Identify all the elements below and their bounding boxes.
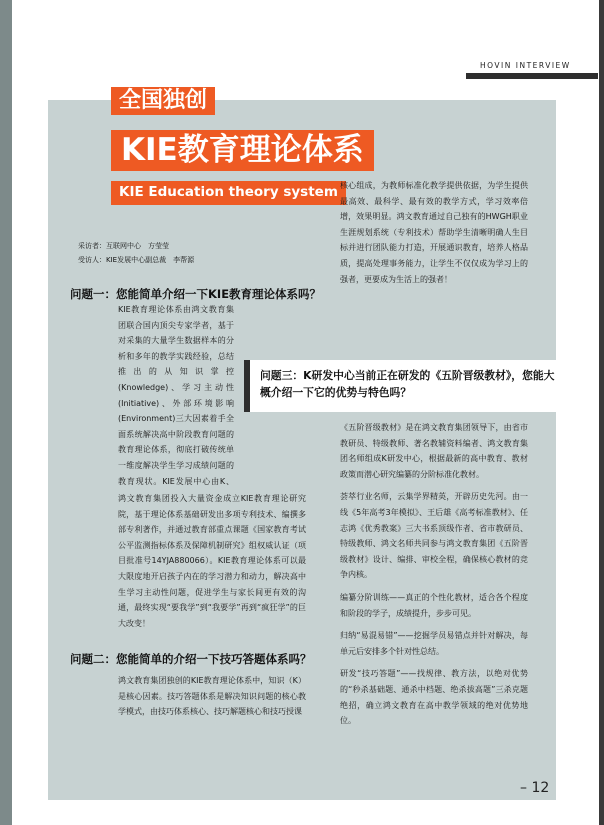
question-3-callout (244, 360, 564, 412)
question-2-heading: 问题二：您能简单的介绍一下技巧答题体系吗？ (70, 652, 312, 666)
left-edge-strip (0, 0, 12, 825)
answer-3-paragraph-2: 荟萃行业名师，云集学界精英，开辟历史先河。由一线《5年高考3年模拟》、王后雄《高考标准教材》、任志鸿《优秀教案》三大书系顶级作者、省市教研员、特级教师、鸿文名师共同参与鸿文教育集团《五阶晋级教材》设计、编排、审校全程，确保核心教材的竞争内核。 (340, 492, 528, 580)
answer-3-paragraph-4: 归纳“易混易错”——挖掘学员易错点并针对解决，每单元后安排多个针对性总结。 (340, 631, 528, 656)
title-line-2: KIE教育理论体系 (111, 130, 374, 171)
right-edge-strip (599, 0, 604, 825)
answer-3-paragraph-1: 《五阶晋级教材》是在鸿文教育集团领导下，由省市教研员、特级教师、著名教辅资料编者、鸿文教育集团名师组成K研发中心，根据最新的高中教育、教材政策而潜心研究编纂的分阶标准化教材。 (340, 423, 528, 479)
question-3-heading: 问题三：K研发中心当前正在研发的《五阶晋级教材》，您能大概介绍一下它的优势与特色吗？ (260, 369, 555, 399)
answer-2-paragraph-1: 鸿文教育集团独创的KIE教育理论体系中，知识（K）是核心因素。技巧答题体系是解决知识问题的核心教学模式，由技巧体系核心、技巧解题核心和技巧授课 (118, 676, 306, 717)
question-1-heading: 问题一：您能简单介绍一下KIE教育理论体系吗？ (70, 287, 322, 301)
answer-3-body (340, 420, 528, 800)
answer-1-paragraph-1: KIE教育理论体系由鸿文教育集团联合国内顶尖专家学者，基于对采集的大量学生数据样本的分析和多年的教学实践经验，总结推出的从知识掌控(Knowledge)、学习主动性(Initiative)、外部环境影响(Environment)三大因素着手全面系统解决高中阶段教育问题的教育理论体系，彻底打破传统单一维度解决学生学习成绩问题的教育现状。KIE发展中心由K、 (118, 305, 234, 486)
title-english: KIE Education theory system (111, 181, 346, 205)
title-line-1: 全国独创 (111, 87, 215, 115)
answer-2-continued (340, 178, 528, 286)
answer-1-paragraph-2: 鸿文教育集团投入大量资金成立KIE教育理论研究院，基于理论体系基础研发出多项专利技术、编撰多部专利著作，并通过教育部重点课题《国家教育考试公平监测指标体系及保障机制研究》组权威认证（项目批准号14YJA880066）。KIE教育理论体系可以最大限度地开启孩子内在的学习潜力和动力，解决高中生学习主动性问题，促进学生与家长间更有效的沟通，最终实现“要我学”到“我要学”再到“疯狂学”的巨大改变！ (118, 494, 306, 628)
answer-3-paragraph-3: 编纂分阶训练——真正的个性化教材，适合各个程度和阶段的学子，成绩提升，步步可见。 (340, 592, 528, 618)
answer-3-paragraph-5: 研发“技巧答题”——找规律、教方法，以绝对优势的“秒杀基础题、通杀中档题、绝杀拔高题”三杀克题绝招，确立鸿文教育在高中教学领域的绝对优势地位。 (340, 669, 528, 726)
answer-1-narrow (118, 302, 234, 492)
answer-2-body (118, 673, 306, 737)
page-number: – 12 (520, 780, 550, 796)
section-tag: HOVIN INTERVIEW (480, 61, 571, 70)
answer-2-paragraph-2: 核心组成，为教师标准化教学提供依据，为学生提供最高效、最科学、最有效的教学方式，学习效率倍增，效果明显。鸿文教育通过自己独有的HWGH职业生涯规划系统（专利技术）帮助学生清晰明确人生目标并进行团队能力打造，开展通识教育，培养人格品质，提高处理事务能力，让学生不仅仅成为学习上的强者，更要成为生活上的强者！ (340, 181, 528, 284)
answer-1-wide (118, 491, 306, 631)
interviewee-line: 受访人：KIE发展中心副总裁 李帮源 (78, 256, 195, 264)
interviewer-line: 采访者：互联网中心 方莹莹 (78, 242, 169, 250)
section-tag-rule (466, 73, 598, 79)
